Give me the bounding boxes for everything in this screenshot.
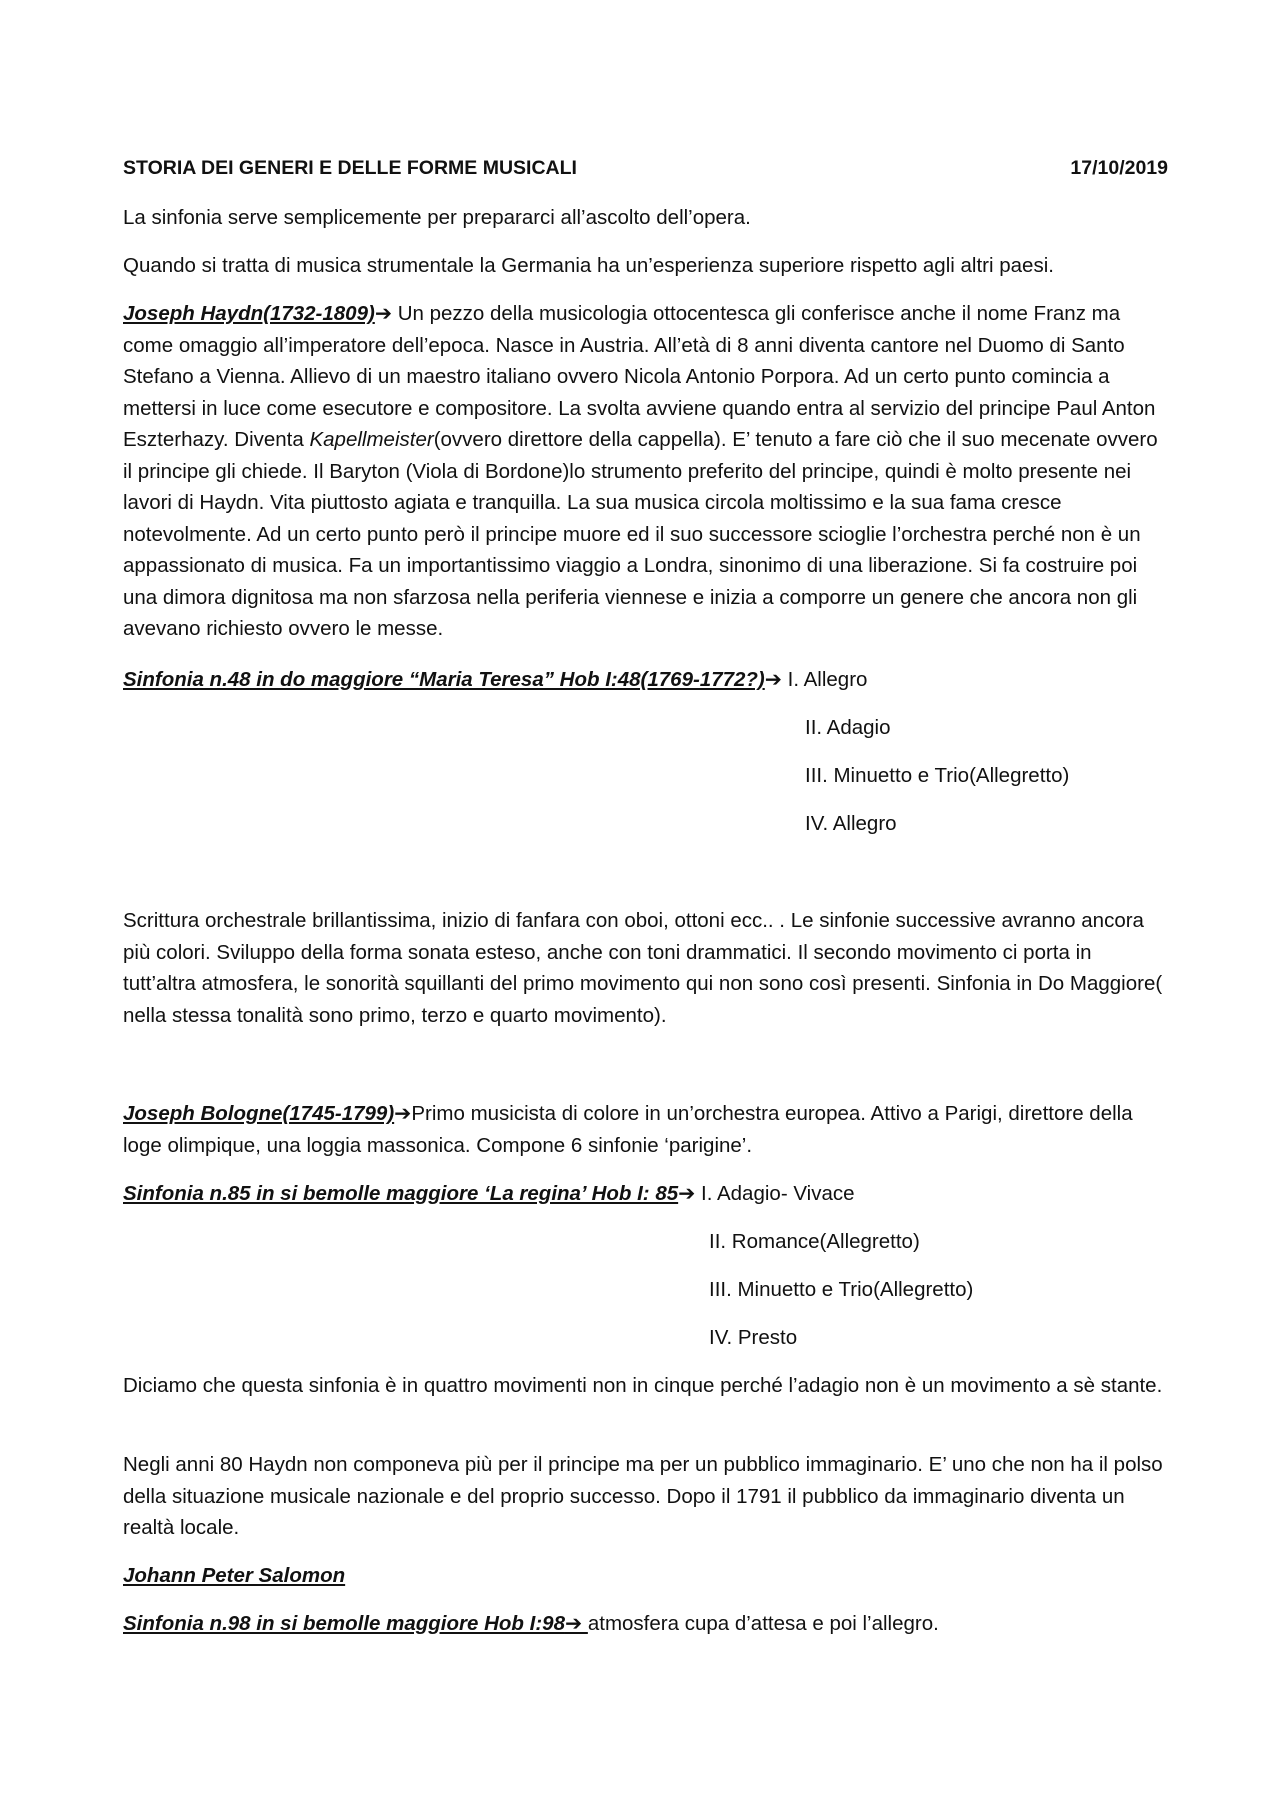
symphony48-heading bbox=[123, 664, 1168, 696]
haydn-text-a: Un pezzo della musicologia ottocentesca gli conferisce anche il nome Franz ma come omaggio all’imperatore dell’epoca. Nasce in Austria. All’età di 8 anni diventa cantore nel Duomo di Santo Stefano a Vienna. Allievo di un maestro italiano ovvero Nicola Antonio Porpora. Ad un certo punto comincia a mettersi in luce come esecutore e compositore. La svolta avviene quando entra al servizio del principe Paul Anton Eszterhazy. Diventa bbox=[123, 302, 1156, 451]
symphony85-movement-2: II. Romance(Allegretto) bbox=[709, 1230, 920, 1253]
document-header bbox=[123, 153, 1168, 185]
right-arrow-icon: ➔ bbox=[764, 668, 782, 691]
right-arrow-icon: ➔ bbox=[374, 302, 392, 325]
symphony48-commentary: Scrittura orchestrale brillantissima, inizio di fanfara con oboi, ottoni ecc.. . Le sinfonie successive avranno ancora più colori. Sviluppo della forma sonata esteso, anche con toni drammatici. Il secondo movimento ci porta in tutt’altra atmosfera, le sonorità squillanti del primo movimento qui non sono così presenti. Sinfonia in Do Maggiore( nella stessa tonalità sono primo, terzo e quarto movimento). bbox=[123, 909, 1163, 1027]
haydn-heading: Joseph Haydn(1732-1809) bbox=[123, 302, 375, 325]
bologne-paragraph bbox=[123, 1098, 1168, 1161]
symphony48-title: Sinfonia n.48 in do maggiore “Maria Teresa” Hob I:48(1769-1772?) bbox=[123, 668, 765, 691]
symphony85-movement-3: III. Minuetto e Trio(Allegretto) bbox=[709, 1278, 974, 1301]
symphony85-heading bbox=[123, 1178, 1168, 1210]
document-date: 17/10/2019 bbox=[1070, 157, 1168, 179]
symphony48-movement-1: I. Allegro bbox=[787, 668, 868, 691]
document-title: STORIA DEI GENERI E DELLE FORME MUSICALI bbox=[123, 157, 577, 179]
symphony85-title: Sinfonia n.85 in si bemolle maggiore ‘La regina’ Hob I: 85 bbox=[123, 1182, 679, 1205]
symphony85-movement-1: I. Adagio- Vivace bbox=[701, 1182, 855, 1205]
right-arrow-icon: ➔ bbox=[564, 1612, 588, 1635]
symphony48-movement-4: IV. Allegro bbox=[805, 812, 897, 835]
symphony98-text: atmosfera cupa d’attesa e poi l’allegro. bbox=[587, 1612, 939, 1635]
symphony85-movement-4: IV. Presto bbox=[709, 1326, 798, 1349]
intro-paragraph-1: La sinfonia serve semplicemente per prepararci all’ascolto dell’opera. bbox=[123, 206, 751, 229]
kapellmeister-term: Kapellmeister bbox=[309, 428, 434, 451]
symphony98-title: Sinfonia n.98 in si bemolle maggiore Hob I:98 bbox=[123, 1612, 565, 1635]
haydn-paragraph bbox=[123, 298, 1168, 645]
bologne-text: Primo musicista di colore in un’orchestra europea. Attivo a Parigi, direttore della loge olimpique, una loggia massonica. Compone 6 sinfonie ‘parigine’. bbox=[123, 1102, 1133, 1157]
right-arrow-icon: ➔ bbox=[394, 1102, 412, 1125]
intro-paragraph-2: Quando si tratta di musica strumentale la Germania ha un’esperienza superiore rispetto agli altri paesi. bbox=[123, 254, 1054, 277]
symphony98-paragraph bbox=[123, 1608, 1168, 1640]
symphony48-movement-2: II. Adagio bbox=[805, 716, 891, 739]
haydn-text-b: (ovvero direttore della cappella). E’ tenuto a fare ciò che il suo mecenate ovvero il principe gli chiede. Il Baryton (Viola di Bordone)lo strumento preferito del principe, quindi è molto presente nei lavori di Haydn. Vita piuttosto agiata e tranquilla. La sua musica circola moltissimo e la sua fama cresce notevolmente. Ad un certo punto però il principe muore ed il suo successore scioglie l’orchestra perché non è un appassionato di musica. Fa un importantissimo viaggio a Londra, sinonimo di una liberazione. Si fa costruire poi una dimora dignitosa ma non sfarzosa nella periferia viennese e inizia a comporre un genere che ancora non gli avevano richiesto ovvero le messe. bbox=[123, 428, 1158, 640]
symphony85-commentary-1: Diciamo che questa sinfonia è in quattro movimenti non in cinque perché l’adagio non è un movimento a sè stante. bbox=[123, 1374, 1163, 1397]
right-arrow-icon: ➔ bbox=[678, 1182, 696, 1205]
symphony85-commentary-2: Negli anni 80 Haydn non componeva più per il principe ma per un pubblico immaginario. E’ uno che non ha il polso della situazione musicale nazionale e del proprio successo. Dopo il 1791 il pubblico da immaginario diventa un realtà locale. bbox=[123, 1453, 1163, 1539]
salomon-name: Johann Peter Salomon bbox=[123, 1564, 346, 1587]
salomon-heading bbox=[123, 1560, 1168, 1592]
bologne-heading: Joseph Bologne(1745-1799) bbox=[123, 1102, 395, 1125]
symphony48-movement-3: III. Minuetto e Trio(Allegretto) bbox=[805, 764, 1070, 787]
